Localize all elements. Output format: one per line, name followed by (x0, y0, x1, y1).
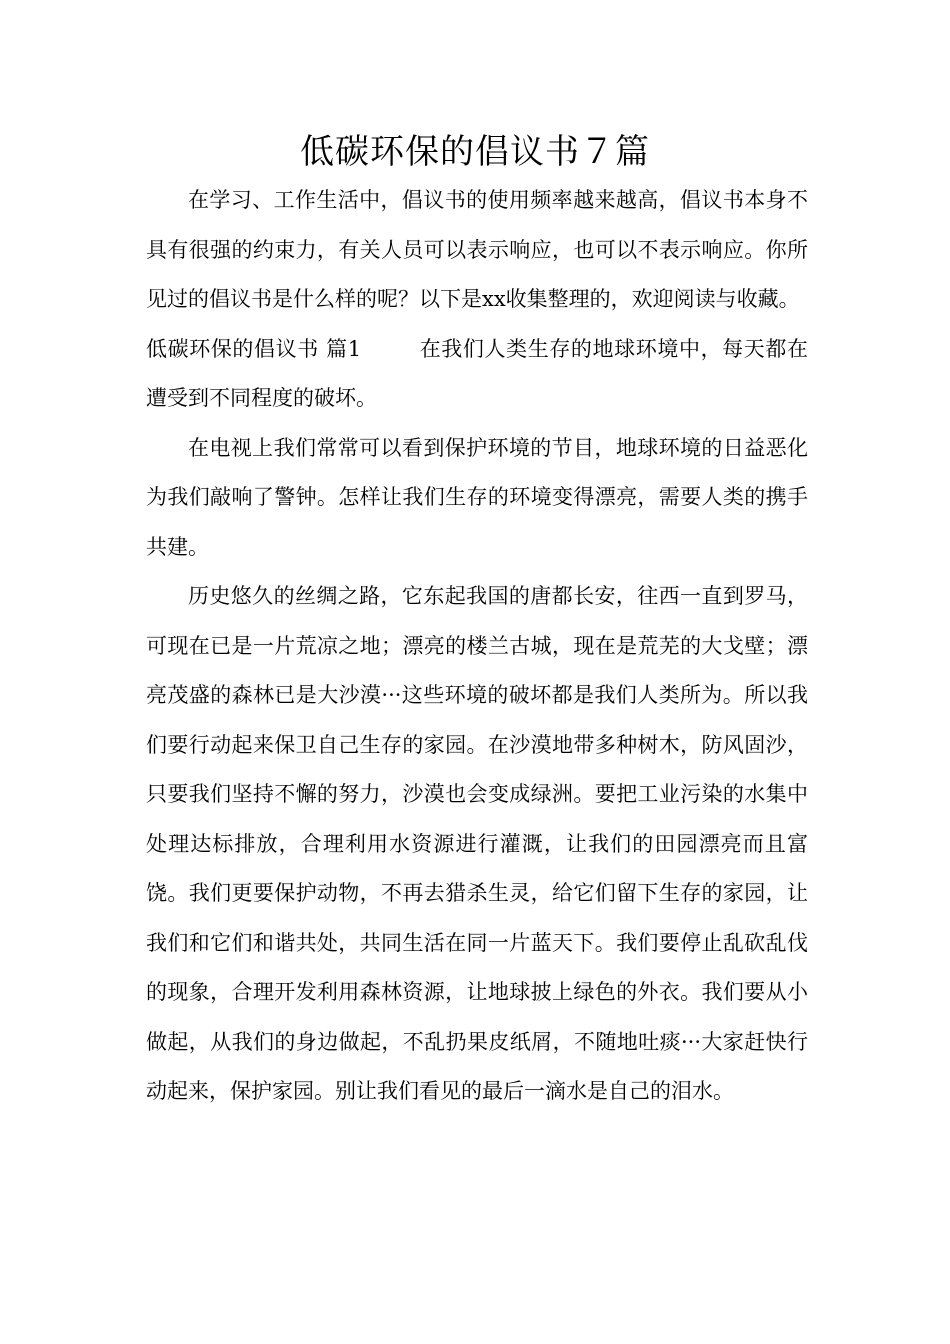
section-1-paragraph (146, 325, 808, 424)
body-paragraph-2: 在电视上我们常常可以看到保护环境的节目，地球环境的日益恶化为我们敲响了警钟。怎样让我们生存的环境变得漂亮，需要人类的携手共建。 (146, 435, 808, 559)
intro-paragraph: 在学习、工作生活中，倡议书的使用频率越来越高，倡议书本身不具有很强的约束力，有关人员可以表示响应，也可以不表示响应。你所见过的倡议书是什么样的呢？以下是xx收集整理的，欢迎阅读与收藏。 (146, 188, 808, 311)
document-title: 低碳环保的倡议书７篇 (300, 132, 650, 172)
section-1-first-sentence: 在我们人类生存的地球环境中，每天都在遭受到不同程度的破坏。 (146, 336, 808, 410)
body-paragraph-3: 历史悠久的丝绸之路，它东起我国的唐都长安，往西一直到罗马，可现在已是一片荒凉之地；漂亮的楼兰古城，现在是荒芜的大戈壁；漂亮茂盛的森林已是大沙漠···这些环境的破坏都是我们人类所为。所以我们要行动起来保卫自己生存的家园。在沙漠地带多种树木，防风固沙，只要我们坚持不懈的努力，沙漠也会变成绿洲。要把工业污染的水集中处理达标排放，合理利用水资源进行灌溉，让我们的田园漂亮而且富饶。我们更要保护动物，不再去猎杀生灵，给它们留下生存的家园，让我们和它们和谐共处，共同生活在同一片蓝天下。我们要停止乱砍乱伐的现象，合理开发利用森林资源，让地球披上绿色的外衣。我们要从小做起，从我们的身边做起，不乱扔果皮纸屑，不随地吐痰···大家赶快行动起来，保护家园。别让我们看见的最后一滴水是自己的泪水。 (146, 584, 808, 1103)
document-body (146, 176, 808, 1117)
section-1-heading: 低碳环保的倡议书 篇1 (146, 336, 362, 361)
